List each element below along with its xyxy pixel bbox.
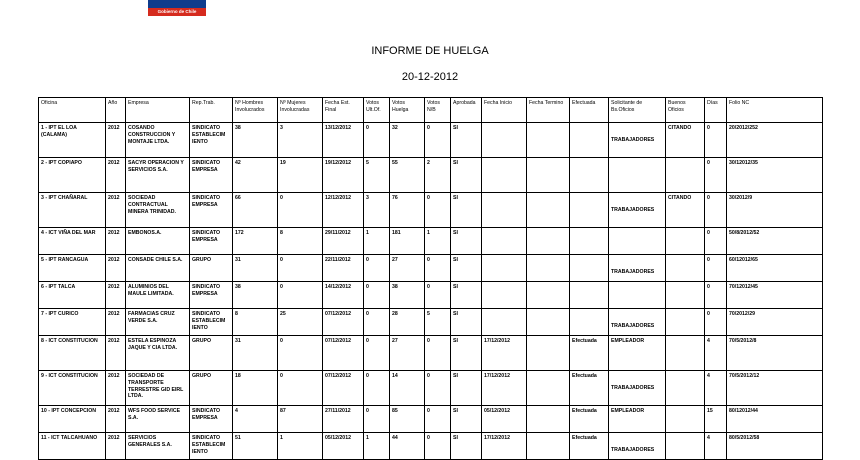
table-row [39,309,823,336]
table-cell: 4 - ICT VIÑA DEL MAR [39,228,106,255]
table-cell: 38 [233,123,278,158]
column-header: Fecha Inicio [482,98,527,123]
table-cell [609,123,666,158]
table-cell: 8 [233,309,278,336]
table-cell: 8 - ICT CONSTITUCION [39,336,106,371]
table-cell: Efectuada [570,371,609,406]
table-cell: 9 - ICT CONSTITUCION [39,371,106,406]
table-cell: 0 [364,406,390,433]
table-cell: CITANDO [666,193,705,228]
table-cell: SINDICATO ESTABLECIM IENTO [190,309,233,336]
table-cell: 1 [364,228,390,255]
table-row [39,228,823,255]
table-cell: 0 [705,228,727,255]
table-cell: 30/12012/35 [727,158,823,193]
table-cell: 0 [705,255,727,282]
table-cell: 2 [425,158,451,193]
table-cell [570,193,609,228]
table-cell [666,255,705,282]
table-cell [570,282,609,309]
table-cell: SOCIEDAD CONTRACTUAL MINERA TRINIDAD. [126,193,190,228]
table-cell [666,371,705,406]
table-cell: Efectuada [570,336,609,371]
table-cell [527,282,570,309]
table-cell: 85 [390,406,425,433]
table-cell [666,336,705,371]
table-cell: 13/12/2012 [323,123,364,158]
table-row [39,158,823,193]
table-row [39,371,823,406]
column-header: Oficina [39,98,106,123]
table-cell [609,282,666,309]
table-cell: 20/2012/252 [727,123,823,158]
table-cell: SOCIEDAD DE TRANSPORTE TERRESTRE GID EIRL LTDA. [126,371,190,406]
table-cell: 5 [425,309,451,336]
table-row [39,123,823,158]
table-cell: 66 [233,193,278,228]
table-cell: ALUMINIOS DEL MAULE LIMITADA. [126,282,190,309]
table-cell: 2012 [106,255,126,282]
table-cell: 0 [705,158,727,193]
table-cell [666,158,705,193]
table-cell: 181 [390,228,425,255]
gobierno-logo [148,0,206,16]
table-cell: GRUPO [190,255,233,282]
table-cell: SI [451,228,482,255]
column-header: Votos Ult.Of. [364,98,390,123]
table-cell: 19/12/2012 [323,158,364,193]
table-cell: 0 [364,309,390,336]
table-cell [482,158,527,193]
table-cell: 2012 [106,193,126,228]
table-cell: 0 [425,282,451,309]
table-cell: 30/2012/9 [727,193,823,228]
table-cell [482,123,527,158]
table-cell: 55 [390,158,425,193]
table-cell: COSANDO CONSTRUCCION Y MONTAJE LTDA. [126,123,190,158]
table-cell: SI [451,158,482,193]
table-cell: 31 [233,336,278,371]
table-cell: 1 - IPT EL LOA (CALAMA) [39,123,106,158]
table-cell: 10 - IPT CONCEPCION [39,406,106,433]
table-cell: 87 [278,406,323,433]
column-header: Fecha Termino [527,98,570,123]
table-cell: 4 [705,371,727,406]
table-cell [609,193,666,228]
table-cell [609,228,666,255]
table-cell: SI [451,406,482,433]
table-cell: CITANDO [666,123,705,158]
table-cell: Efectuada [570,433,609,460]
table-cell [666,309,705,336]
solicitante-text: TRABAJADORES [611,385,655,391]
table-cell: ESTELA ESPINOZA JAQUE Y CIA LTDA. [126,336,190,371]
solicitante-text: TRABAJADORES [611,447,655,453]
table-cell: 1 [425,228,451,255]
table-cell: 07/12/2012 [323,336,364,371]
table-cell: SI [451,371,482,406]
table-cell: 1 [364,433,390,460]
table-row [39,406,823,433]
table-cell: 7 - IPT CURICO [39,309,106,336]
table-cell: 07/12/2012 [323,309,364,336]
table-cell: 70/5/2012/8 [727,336,823,371]
table-cell: 05/12/2012 [482,406,527,433]
table-cell: 0 [278,282,323,309]
table-cell [527,309,570,336]
table-cell: SACYR OPERACION Y SERVICIOS S.A. [126,158,190,193]
table-cell: EMPLEADOR [609,336,666,371]
table-cell: SINDICATO EMPRESA [190,282,233,309]
table-cell: 80/5/2012/58 [727,433,823,460]
table-cell: 17/12/2012 [482,371,527,406]
table-cell: 0 [425,193,451,228]
table-cell: 44 [390,433,425,460]
table-cell: SINDICATO EMPRESA [190,158,233,193]
table-cell [527,406,570,433]
table-cell: SINDICATO ESTABLECIM IENTO [190,433,233,460]
table-cell: 5 [364,158,390,193]
column-header: Nº Hombres Involucrados [233,98,278,123]
table-cell [527,433,570,460]
solicitante-text: TRABAJADORES [611,137,655,143]
table-cell: 07/12/2012 [323,371,364,406]
table-cell [609,158,666,193]
table-cell [570,309,609,336]
table-cell: 172 [233,228,278,255]
table-cell [666,282,705,309]
table-cell: 5 - IPT RANCAGUA [39,255,106,282]
table-cell [527,371,570,406]
table-cell: 2012 [106,371,126,406]
table-cell: 22/11/2012 [323,255,364,282]
table-cell: 2012 [106,123,126,158]
column-header: Año [106,98,126,123]
column-header: Rep.Trab. [190,98,233,123]
logo-blue-band [148,0,206,8]
column-header: Solicitante de Bs.Oficios [609,98,666,123]
table-cell: 2 - IPT COPIAPO [39,158,106,193]
table-cell: 0 [278,255,323,282]
table-cell: 29/11/2012 [323,228,364,255]
table-cell: EMBONOS.A. [126,228,190,255]
table-cell: SINDICATO EMPRESA [190,228,233,255]
table-cell: 25 [278,309,323,336]
table-cell: SI [451,282,482,309]
table-cell: 11 - ICT TALCAHUANO [39,433,106,460]
table-cell: SI [451,309,482,336]
table-cell: GRUPO [190,336,233,371]
table-cell [482,282,527,309]
column-header: Buenos Oficios [666,98,705,123]
table-cell: 0 [705,123,727,158]
table-cell: 70/5/2012/12 [727,371,823,406]
table-cell: 3 [278,123,323,158]
column-header: Nº Mujeres Involucradas [278,98,323,123]
table-cell: 4 [705,336,727,371]
table-cell [570,255,609,282]
table-row [39,336,823,371]
column-header: Efectuada [570,98,609,123]
table-cell [570,158,609,193]
table-cell: WFS FOOD SERVICE S.A. [126,406,190,433]
table-cell: 0 [425,371,451,406]
table-cell: 2012 [106,282,126,309]
table-row [39,193,823,228]
table-row [39,255,823,282]
table-cell: 4 [233,406,278,433]
table-cell: 0 [364,282,390,309]
table-cell: CONSADE CHILE S.A. [126,255,190,282]
table-cell: 0 [278,371,323,406]
table-cell: 42 [233,158,278,193]
table-cell: GRUPO [190,371,233,406]
table-cell: 17/12/2012 [482,336,527,371]
table-cell: 0 [364,255,390,282]
table-cell: FARMACIAS CRUZ VERDE S.A. [126,309,190,336]
table-cell: 28 [390,309,425,336]
table-cell: SI [451,255,482,282]
table-row [39,433,823,460]
table-cell: 2012 [106,406,126,433]
table-cell: SINDICATO EMPRESA [190,406,233,433]
table-cell: 27 [390,255,425,282]
table-cell: SERVICIOS GENERALES S.A. [126,433,190,460]
table-cell [666,406,705,433]
table-cell: 38 [233,282,278,309]
table-cell: EMPLEADOR [609,406,666,433]
solicitante-text: TRABAJADORES [611,269,655,275]
table-cell: SINDICATO EMPRESA [190,193,233,228]
table-cell: 17/12/2012 [482,433,527,460]
table-cell: 1 [278,433,323,460]
table-cell [482,193,527,228]
table-cell: SI [451,123,482,158]
column-header: Días [705,98,727,123]
table-cell: 32 [390,123,425,158]
table-cell: 31 [233,255,278,282]
table-cell [666,433,705,460]
table-cell [609,371,666,406]
table-cell [527,193,570,228]
table-cell: 2012 [106,336,126,371]
table-cell [527,228,570,255]
table-cell: 14/12/2012 [323,282,364,309]
logo-caption: Gobierno de Chile [148,8,206,16]
table-cell: 8 [278,228,323,255]
strike-report-table [38,97,823,460]
table-cell: 2012 [106,433,126,460]
table-cell: 3 - IPT CHAÑARAL [39,193,106,228]
column-header: Folio NC [727,98,823,123]
table-cell: 2012 [106,228,126,255]
column-header: Empresa [126,98,190,123]
table-cell: 0 [425,406,451,433]
table-cell: 0 [364,123,390,158]
report-date: 20-12-2012 [401,71,459,83]
table-cell: 05/12/2012 [323,433,364,460]
table-cell [666,228,705,255]
table-cell [609,433,666,460]
table-header-row [39,98,823,123]
table-cell: 12/12/2012 [323,193,364,228]
column-header: Votos Huelga [390,98,425,123]
table-cell: SI [451,336,482,371]
solicitante-text: TRABAJADORES [611,323,655,329]
table-cell [482,309,527,336]
table-cell [482,255,527,282]
table-cell [527,255,570,282]
table-cell: 0 [425,433,451,460]
table-cell: 80/12012/44 [727,406,823,433]
report-title: INFORME DE HUELGA [371,45,489,57]
table-cell: 38 [390,282,425,309]
table-cell: 0 [705,309,727,336]
table-cell [570,228,609,255]
table-cell: Efectuada [570,406,609,433]
table-cell: 2012 [106,158,126,193]
table-cell [570,123,609,158]
table-cell: 0 [705,282,727,309]
table-cell: SINDICATO ESTABLECIM IENTO [190,123,233,158]
column-header: Fecha Est. Final [323,98,364,123]
table-cell: 0 [705,193,727,228]
table-cell: SI [451,193,482,228]
table-cell: 0 [278,193,323,228]
table-cell: 27 [390,336,425,371]
solicitante-text: TRABAJADORES [611,207,655,213]
table-cell [527,123,570,158]
column-header: Votos N/B [425,98,451,123]
table-cell [527,158,570,193]
table-cell [527,336,570,371]
table-cell: 50/8/2012/52 [727,228,823,255]
table-cell: 0 [364,336,390,371]
table-cell: 76 [390,193,425,228]
column-header: Aprobada [451,98,482,123]
table-cell: 0 [425,336,451,371]
table-cell: SI [451,433,482,460]
table-cell: 15 [705,406,727,433]
table-cell [609,255,666,282]
table-cell: 0 [278,336,323,371]
table-cell: 19 [278,158,323,193]
table-cell: 0 [364,371,390,406]
table-cell: 6 - IPT TALCA [39,282,106,309]
table-cell: 3 [364,193,390,228]
table-cell: 51 [233,433,278,460]
table-cell: 4 [705,433,727,460]
table-cell [482,228,527,255]
table-cell: 60/12012/65 [727,255,823,282]
table-cell: 0 [425,123,451,158]
table-cell: 14 [390,371,425,406]
table-cell: 0 [425,255,451,282]
table-cell: 70/2012/29 [727,309,823,336]
table-cell [609,309,666,336]
table-row [39,282,823,309]
table-cell: 18 [233,371,278,406]
table-cell: 27/11/2012 [323,406,364,433]
table-cell: 2012 [106,309,126,336]
table-cell: 70/12012/45 [727,282,823,309]
